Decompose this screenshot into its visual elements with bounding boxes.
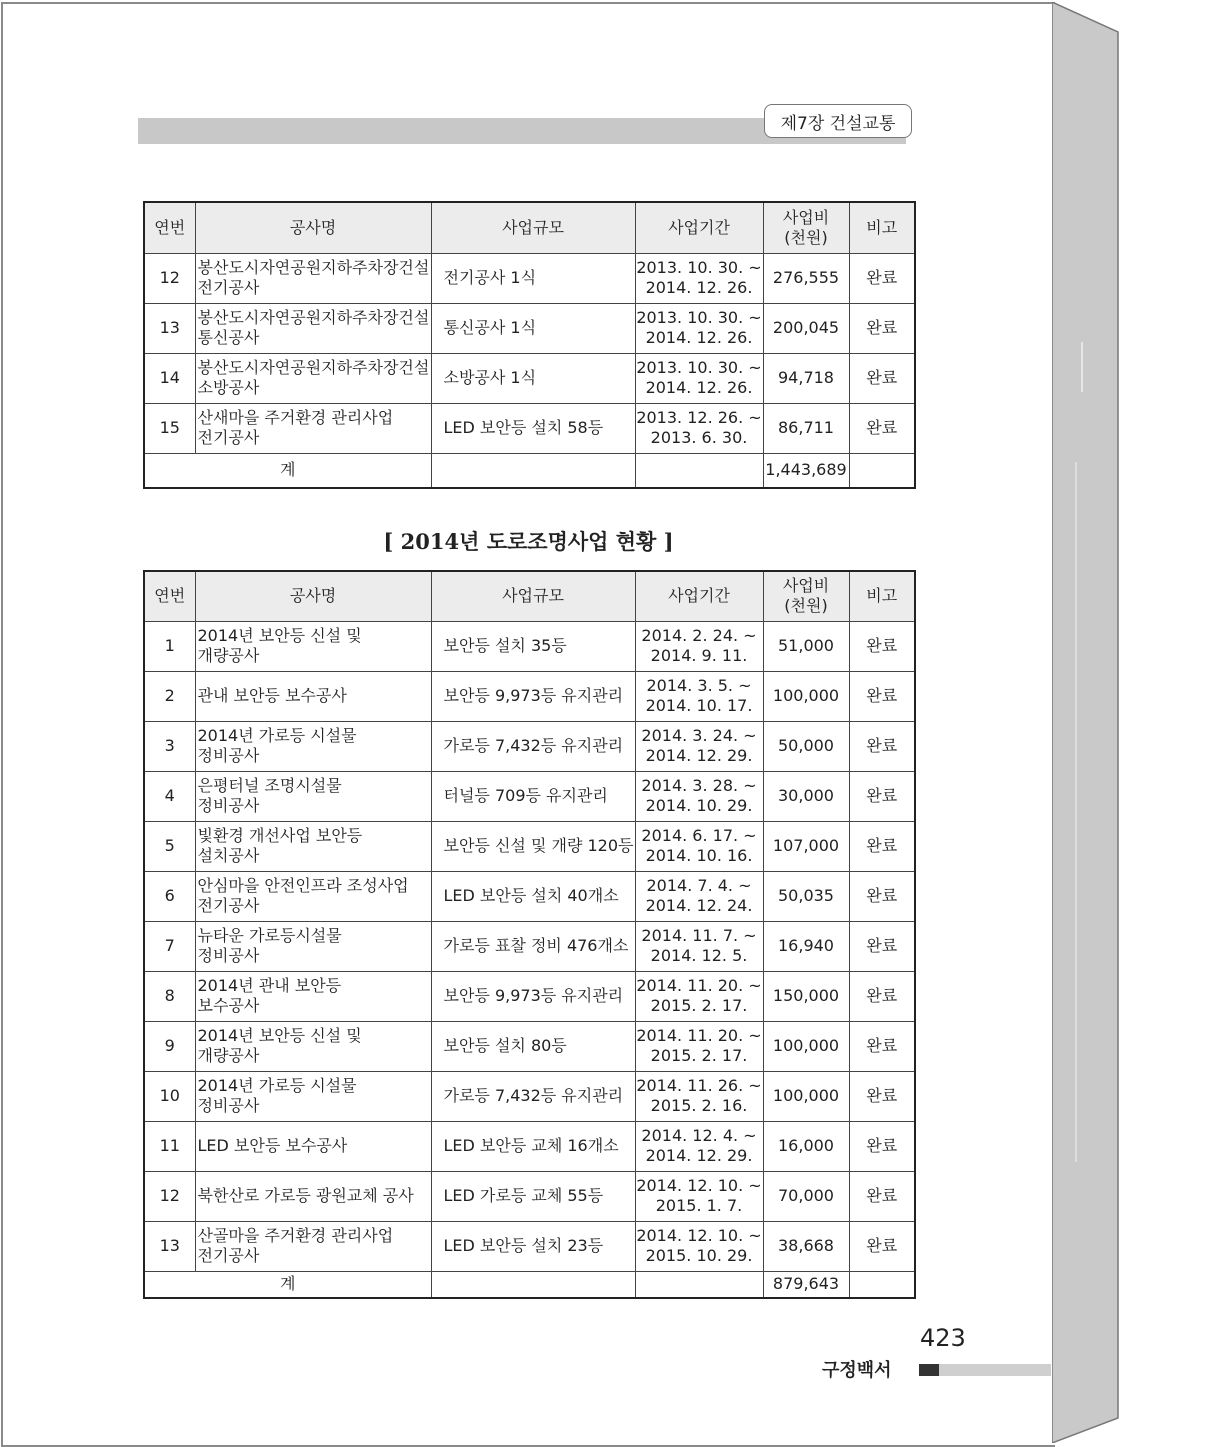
row-number: 8 xyxy=(144,971,195,1021)
header-name-text: 공사명 xyxy=(289,586,337,606)
project-cost: 86,711 xyxy=(763,403,849,453)
project-name xyxy=(195,353,431,403)
header-period-text: 사업기간 xyxy=(668,586,730,606)
table-row xyxy=(144,1121,915,1171)
project-period-line: 2014. 6. 17. ~ xyxy=(641,826,757,845)
project-period xyxy=(635,821,763,871)
project-name xyxy=(195,621,431,671)
project-name-line: 정비공사 xyxy=(197,1096,260,1115)
project-cost: 100,000 xyxy=(763,1021,849,1071)
header-cost-text: (천원) xyxy=(784,227,828,247)
project-cost: 70,000 xyxy=(763,1171,849,1221)
project-name-line: 전기공사 xyxy=(197,896,260,915)
project-cost: 30,000 xyxy=(763,771,849,821)
section-title: [ 2014년 도로조명사업 현황 ] xyxy=(383,529,674,554)
project-note: 완료 xyxy=(849,821,915,871)
project-period-line: 2014. 10. 16. xyxy=(645,846,753,865)
project-name xyxy=(195,253,431,303)
project-scale: LED 보안등 설치 40개소 xyxy=(431,871,635,921)
project-period xyxy=(635,403,763,453)
project-scale: 보안등 신설 및 개량 120등 xyxy=(431,821,635,871)
table-row xyxy=(144,353,915,403)
project-name xyxy=(195,1221,431,1271)
project-period-line: 2014. 12. 4. ~ xyxy=(641,1126,757,1145)
page-number: 423 xyxy=(920,1324,966,1352)
header-note xyxy=(849,202,915,253)
project-name xyxy=(195,403,431,453)
project-name-line: 소방공사 xyxy=(197,378,260,397)
header-name-text: 공사명 xyxy=(289,217,337,237)
project-name-line: LED 보안등 보수공사 xyxy=(197,1136,348,1155)
project-name xyxy=(195,303,431,353)
project-cost: 200,045 xyxy=(763,303,849,353)
table-row xyxy=(144,303,915,353)
table-row xyxy=(144,721,915,771)
project-name-line: 빛환경 개선사업 보안등 xyxy=(197,826,363,845)
row-number: 3 xyxy=(144,721,195,771)
project-scale: LED 가로등 교체 55등 xyxy=(431,1171,635,1221)
project-name xyxy=(195,1021,431,1071)
project-note: 완료 xyxy=(849,671,915,721)
total-row xyxy=(144,453,915,488)
project-note: 완료 xyxy=(849,1221,915,1271)
project-name-line: 전기공사 xyxy=(197,428,260,447)
header-no-text: 연번 xyxy=(154,586,186,606)
project-name xyxy=(195,821,431,871)
header-cost-text: 사업비 xyxy=(782,207,830,227)
header-note-text: 비고 xyxy=(866,586,898,606)
project-note: 완료 xyxy=(849,971,915,1021)
project-name-line: 2014년 관내 보안등 xyxy=(197,976,342,995)
project-name-line: 북한산로 가로등 광원교체 공사 xyxy=(197,1186,414,1205)
project-period-line: 2014. 11. 26. ~ xyxy=(636,1076,762,1095)
project-scale: 소방공사 1식 xyxy=(431,353,635,403)
project-name-line: 정비공사 xyxy=(197,796,260,815)
total-empty-cell xyxy=(635,453,763,488)
project-name-line: 통신공사 xyxy=(197,328,260,347)
project-scale: 보안등 9,973등 유지관리 xyxy=(431,971,635,1021)
project-name-line: 뉴타운 가로등시설물 xyxy=(197,926,342,945)
project-name-line: 정비공사 xyxy=(197,746,260,765)
project-period-line: 2014. 12. 26. xyxy=(645,278,753,297)
row-number: 13 xyxy=(144,303,195,353)
project-scale: 가로등 표찰 정비 476개소 xyxy=(431,921,635,971)
project-note: 완료 xyxy=(849,1021,915,1071)
project-note: 완료 xyxy=(849,353,915,403)
project-scale: 보안등 9,973등 유지관리 xyxy=(431,671,635,721)
project-name-line: 관내 보안등 보수공사 xyxy=(197,686,347,705)
project-period xyxy=(635,671,763,721)
project-cost: 276,555 xyxy=(763,253,849,303)
project-period xyxy=(635,921,763,971)
project-name xyxy=(195,1071,431,1121)
header-cost xyxy=(763,571,849,621)
project-name-line: 봉산도시자연공원지하주차장건설 xyxy=(197,258,430,277)
table-row xyxy=(144,1221,915,1271)
project-period xyxy=(635,1221,763,1271)
project-cost: 107,000 xyxy=(763,821,849,871)
total-empty-cell xyxy=(431,453,635,488)
header-period-text: 사업기간 xyxy=(668,217,730,237)
table-row xyxy=(144,771,915,821)
project-note: 완료 xyxy=(849,771,915,821)
project-note: 완료 xyxy=(849,253,915,303)
project-period-line: 2014. 3. 5. ~ xyxy=(646,676,752,695)
project-cost: 100,000 xyxy=(763,1071,849,1121)
project-period-line: 2014. 11. 20. ~ xyxy=(636,1026,762,1045)
row-number: 4 xyxy=(144,771,195,821)
project-period-line: 2014. 2. 24. ~ xyxy=(641,626,757,645)
row-number: 14 xyxy=(144,353,195,403)
project-cost: 94,718 xyxy=(763,353,849,403)
project-period xyxy=(635,971,763,1021)
project-scale: 가로등 7,432등 유지관리 xyxy=(431,721,635,771)
header-cost xyxy=(763,202,849,253)
project-period-line: 2014. 12. 10. ~ xyxy=(636,1176,762,1195)
project-scale: 전기공사 1식 xyxy=(431,253,635,303)
total-row xyxy=(144,1271,915,1298)
table-row xyxy=(144,671,915,721)
footer-bar-accent xyxy=(919,1364,939,1376)
project-name xyxy=(195,671,431,721)
project-period xyxy=(635,871,763,921)
project-period-line: 2014. 12. 26. xyxy=(645,378,753,397)
row-number: 12 xyxy=(144,253,195,303)
project-period-line: 2015. 1. 7. xyxy=(655,1196,743,1215)
table-row xyxy=(144,621,915,671)
project-period xyxy=(635,771,763,821)
project-cost: 50,000 xyxy=(763,721,849,771)
project-name xyxy=(195,971,431,1021)
header-name xyxy=(195,202,431,253)
project-period-line: 2014. 11. 7. ~ xyxy=(641,926,757,945)
project-period-line: 2014. 12. 24. xyxy=(645,896,753,915)
project-name-line: 설치공사 xyxy=(197,846,260,865)
project-period xyxy=(635,303,763,353)
project-name-line: 봉산도시자연공원지하주차장건설 xyxy=(197,358,430,377)
row-number: 5 xyxy=(144,821,195,871)
project-note: 완료 xyxy=(849,403,915,453)
row-number: 1 xyxy=(144,621,195,671)
project-note: 완료 xyxy=(849,871,915,921)
header-cost-text: (천원) xyxy=(784,596,828,616)
project-period-line: 2015. 10. 29. xyxy=(645,1246,753,1265)
project-period-line: 2014. 7. 4. ~ xyxy=(646,876,752,895)
project-period-line: 2014. 12. 29. xyxy=(645,746,753,765)
project-name-line: 2014년 보안등 신설 및 xyxy=(197,1026,362,1045)
project-name xyxy=(195,921,431,971)
row-number: 12 xyxy=(144,1171,195,1221)
header-no-text: 연번 xyxy=(154,217,186,237)
project-name-line: 전기공사 xyxy=(197,1246,260,1265)
header-note-text: 비고 xyxy=(866,217,898,237)
project-name-line: 정비공사 xyxy=(197,946,260,965)
project-name xyxy=(195,721,431,771)
project-note: 완료 xyxy=(849,1071,915,1121)
project-period-line: 2014. 3. 24. ~ xyxy=(641,726,757,745)
project-period-line: 2014. 12. 29. xyxy=(645,1146,753,1165)
table-row xyxy=(144,1071,915,1121)
project-name-line: 전기공사 xyxy=(197,278,260,297)
project-cost: 50,035 xyxy=(763,871,849,921)
row-number: 2 xyxy=(144,671,195,721)
project-scale: 터널등 709등 유지관리 xyxy=(431,771,635,821)
total-cost: 879,643 xyxy=(763,1271,849,1298)
row-number: 9 xyxy=(144,1021,195,1071)
total-empty-cell xyxy=(849,453,915,488)
header-scale xyxy=(431,571,635,621)
header-name xyxy=(195,571,431,621)
total-empty-cell xyxy=(431,1271,635,1298)
project-name-line: 2014년 가로등 시설물 xyxy=(197,726,357,745)
header-no xyxy=(144,571,195,621)
book-edge xyxy=(1052,2,1122,1443)
project-note: 완료 xyxy=(849,1121,915,1171)
project-name xyxy=(195,771,431,821)
total-empty-cell xyxy=(849,1271,915,1298)
road-lighting-table-2014 xyxy=(143,570,916,1299)
row-number: 6 xyxy=(144,871,195,921)
project-period-line: 2014. 10. 17. xyxy=(645,696,753,715)
project-period-line: 2014. 12. 10. ~ xyxy=(636,1226,762,1245)
project-name-line: 산골마을 주거환경 관리사업 xyxy=(197,1226,394,1245)
row-number: 10 xyxy=(144,1071,195,1121)
row-number: 13 xyxy=(144,1221,195,1271)
total-empty-cell xyxy=(635,1271,763,1298)
project-period-line: 2015. 2. 16. xyxy=(650,1096,748,1115)
header-scale-text: 사업규모 xyxy=(502,217,564,237)
project-name-line: 은평터널 조명시설물 xyxy=(197,776,342,795)
chapter-tab: 제7장 건설교통 xyxy=(764,104,912,138)
table-row xyxy=(144,403,915,453)
contract-table-1 xyxy=(143,201,916,489)
project-period-line: 2014. 9. 11. xyxy=(650,646,748,665)
project-name-line: 2014년 가로등 시설물 xyxy=(197,1076,357,1095)
project-name-line: 2014년 보안등 신설 및 xyxy=(197,626,362,645)
header-no xyxy=(144,202,195,253)
header-note xyxy=(849,571,915,621)
project-period-line: 2015. 2. 17. xyxy=(650,1046,748,1065)
project-note: 완료 xyxy=(849,621,915,671)
project-period-line: 2013. 6. 30. xyxy=(650,428,748,447)
project-period-line: 2014. 11. 20. ~ xyxy=(636,976,762,995)
project-name xyxy=(195,1171,431,1221)
project-note: 완료 xyxy=(849,921,915,971)
project-period xyxy=(635,721,763,771)
header-scale xyxy=(431,202,635,253)
project-period xyxy=(635,621,763,671)
project-period-line: 2014. 12. 5. xyxy=(650,946,748,965)
total-label: 계 xyxy=(144,453,431,488)
project-period-line: 2013. 10. 30. ~ xyxy=(636,358,762,377)
project-name-line: 안심마을 안전인프라 조성사업 xyxy=(197,876,409,895)
header-period xyxy=(635,202,763,253)
project-period xyxy=(635,1071,763,1121)
project-scale: 보안등 설치 35등 xyxy=(431,621,635,671)
project-period xyxy=(635,1171,763,1221)
row-number: 15 xyxy=(144,403,195,453)
total-label: 계 xyxy=(144,1271,431,1298)
project-name-line: 개량공사 xyxy=(197,646,260,665)
project-period xyxy=(635,1021,763,1071)
project-period-line: 2015. 2. 17. xyxy=(650,996,748,1015)
table-row xyxy=(144,821,915,871)
project-scale: 보안등 설치 80등 xyxy=(431,1021,635,1071)
table-row xyxy=(144,971,915,1021)
table-row xyxy=(144,1021,915,1071)
project-scale: LED 보안등 설치 23등 xyxy=(431,1221,635,1271)
project-cost: 16,940 xyxy=(763,921,849,971)
footer-bar xyxy=(939,1364,1051,1376)
project-name-line: 산새마을 주거환경 관리사업 xyxy=(197,408,394,427)
project-cost: 150,000 xyxy=(763,971,849,1021)
project-name xyxy=(195,1121,431,1171)
project-period-line: 2013. 12. 26. ~ xyxy=(636,408,762,427)
book-title: 구정백서 xyxy=(822,1360,892,1381)
project-period-line: 2013. 10. 30. ~ xyxy=(636,308,762,327)
row-number: 11 xyxy=(144,1121,195,1171)
project-scale: 가로등 7,432등 유지관리 xyxy=(431,1071,635,1121)
project-scale: LED 보안등 교체 16개소 xyxy=(431,1121,635,1171)
project-period-line: 2014. 10. 29. xyxy=(645,796,753,815)
row-number: 7 xyxy=(144,921,195,971)
project-note: 완료 xyxy=(849,1171,915,1221)
project-period xyxy=(635,1121,763,1171)
project-name-line: 보수공사 xyxy=(197,996,260,1015)
project-cost: 16,000 xyxy=(763,1121,849,1171)
header-scale-text: 사업규모 xyxy=(502,586,564,606)
table-row xyxy=(144,921,915,971)
project-period-line: 2013. 10. 30. ~ xyxy=(636,258,762,277)
project-cost: 100,000 xyxy=(763,671,849,721)
table-row xyxy=(144,871,915,921)
total-cost: 1,443,689 xyxy=(763,453,849,488)
table-row xyxy=(144,253,915,303)
project-name xyxy=(195,871,431,921)
project-note: 완료 xyxy=(849,303,915,353)
project-scale: LED 보안등 설치 58등 xyxy=(431,403,635,453)
header-cost-text: 사업비 xyxy=(782,576,830,596)
project-name-line: 봉산도시자연공원지하주차장건설 xyxy=(197,308,430,327)
table-row xyxy=(144,1171,915,1221)
project-period-line: 2014. 3. 28. ~ xyxy=(641,776,757,795)
header-period xyxy=(635,571,763,621)
project-period xyxy=(635,253,763,303)
project-scale: 통신공사 1식 xyxy=(431,303,635,353)
project-cost: 51,000 xyxy=(763,621,849,671)
project-cost: 38,668 xyxy=(763,1221,849,1271)
project-period xyxy=(635,353,763,403)
project-note: 완료 xyxy=(849,721,915,771)
project-period-line: 2014. 12. 26. xyxy=(645,328,753,347)
project-name-line: 개량공사 xyxy=(197,1046,260,1065)
